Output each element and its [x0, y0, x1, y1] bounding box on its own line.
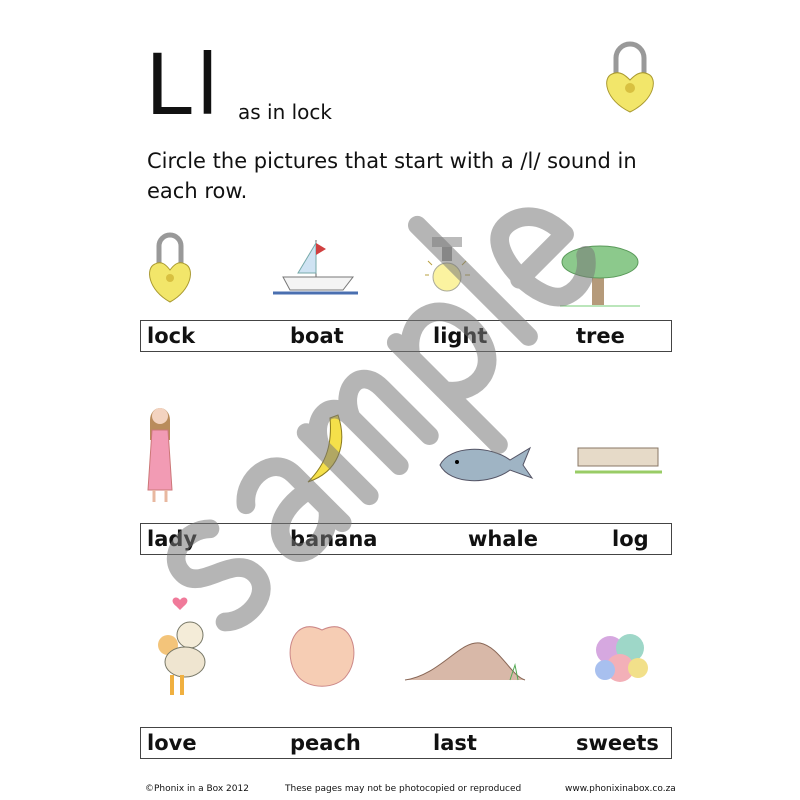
word-banana: banana — [290, 527, 378, 551]
word-row-1 — [140, 320, 672, 352]
boat-picture — [268, 235, 363, 300]
word-boat: boat — [290, 324, 344, 348]
tree-picture — [555, 240, 645, 310]
word-light: light — [433, 324, 488, 348]
footer-copyright: ©Phonix in a Box 2012 — [145, 784, 249, 794]
word-whale: whale — [468, 527, 538, 551]
banana-picture — [300, 410, 350, 485]
love-picture — [150, 590, 220, 705]
word-last: last — [433, 731, 477, 755]
lock-picture — [145, 230, 195, 305]
footer-notice: These pages may not be photocopied or reproduced — [285, 784, 522, 794]
peach-picture — [282, 615, 362, 695]
as-in-label: as in lock — [238, 100, 332, 124]
word-lady: lady — [147, 527, 198, 551]
word-peach: peach — [290, 731, 361, 755]
sweets-picture — [580, 620, 665, 690]
lady-picture — [140, 400, 180, 505]
word-tree: tree — [576, 324, 625, 348]
word-lock: lock — [147, 324, 196, 348]
whale-picture — [435, 440, 535, 490]
lock-icon — [600, 40, 660, 115]
letter-heading: Ll — [145, 36, 224, 134]
word-row-3 — [140, 727, 672, 759]
log-picture — [570, 440, 665, 480]
light-bulb-picture — [420, 235, 480, 300]
word-love: love — [147, 731, 197, 755]
instruction-text: Circle the pictures that start with a /l/ sound in each row. — [147, 149, 637, 203]
word-row-2 — [140, 523, 672, 555]
word-sweets: sweets — [576, 731, 659, 755]
word-log: log — [612, 527, 649, 551]
hill-race-picture — [400, 635, 530, 685]
footer-website: www.phonixinabox.co.za — [565, 784, 676, 794]
